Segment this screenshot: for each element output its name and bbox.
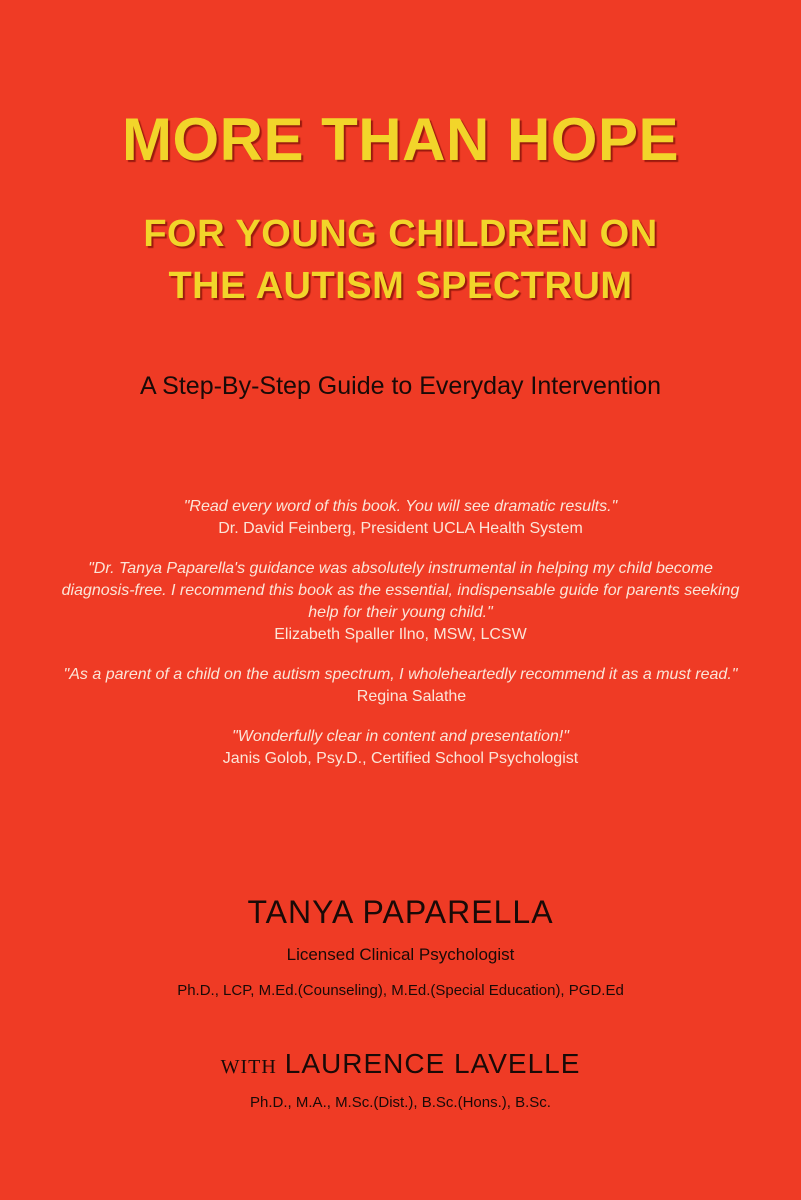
endorsement-attribution: Elizabeth Spaller Ilno, MSW, LCSW: [274, 626, 527, 643]
endorsement-quote: "As a parent of a child on the autism spectrum, I wholeheartedly recommend it as a must read.": [63, 666, 738, 683]
coauthor-name: LAURENCE LAVELLE: [284, 1048, 581, 1079]
with-label: WITH: [220, 1056, 277, 1078]
book-title: MORE THAN HOPE: [121, 106, 680, 173]
coauthor-degrees: Ph.D., M.A., M.Sc.(Dist.), B.Sc.(Hons.), B.Sc.: [250, 1094, 551, 1111]
author-name: TANYA PAPARELLA: [247, 894, 554, 930]
endorsement-1: [60, 496, 741, 540]
endorsement-attribution: Dr. David Feinberg, President UCLA Health System: [218, 520, 583, 537]
book-tagline: A Step-By-Step Guide to Everyday Intervention: [139, 372, 662, 400]
endorsement-quote: "Read every word of this book. You will see dramatic results.": [183, 498, 618, 515]
endorsement-quote: "Dr. Tanya Paparella's guidance was absolutely instrumental in helping my child become diagnosis-free. I recommend this book as the essential, indispensable guide for parents seeking help for their young child.": [61, 560, 740, 621]
subtitle-line-2: THE AUTISM SPECTRUM: [168, 265, 633, 307]
endorsement-quote: "Wonderfully clear in content and presentation!": [232, 728, 569, 745]
endorsement-attribution: Regina Salathe: [356, 688, 467, 705]
endorsement-2: [60, 558, 741, 646]
author-degrees: Ph.D., LCP, M.Ed.(Counseling), M.Ed.(Special Education), PGD.Ed: [177, 982, 624, 999]
endorsement-3: [60, 664, 741, 708]
author-title: Licensed Clinical Psychologist: [286, 945, 515, 964]
book-subtitle: [0, 208, 801, 312]
endorsement-attribution: Janis Golob, Psy.D., Certified School Psychologist: [222, 750, 579, 767]
subtitle-line-1: FOR YOUNG CHILDREN ON: [143, 213, 658, 255]
endorsement-4: [60, 726, 741, 770]
endorsements: [60, 496, 741, 788]
coauthor-line: [0, 1044, 801, 1089]
